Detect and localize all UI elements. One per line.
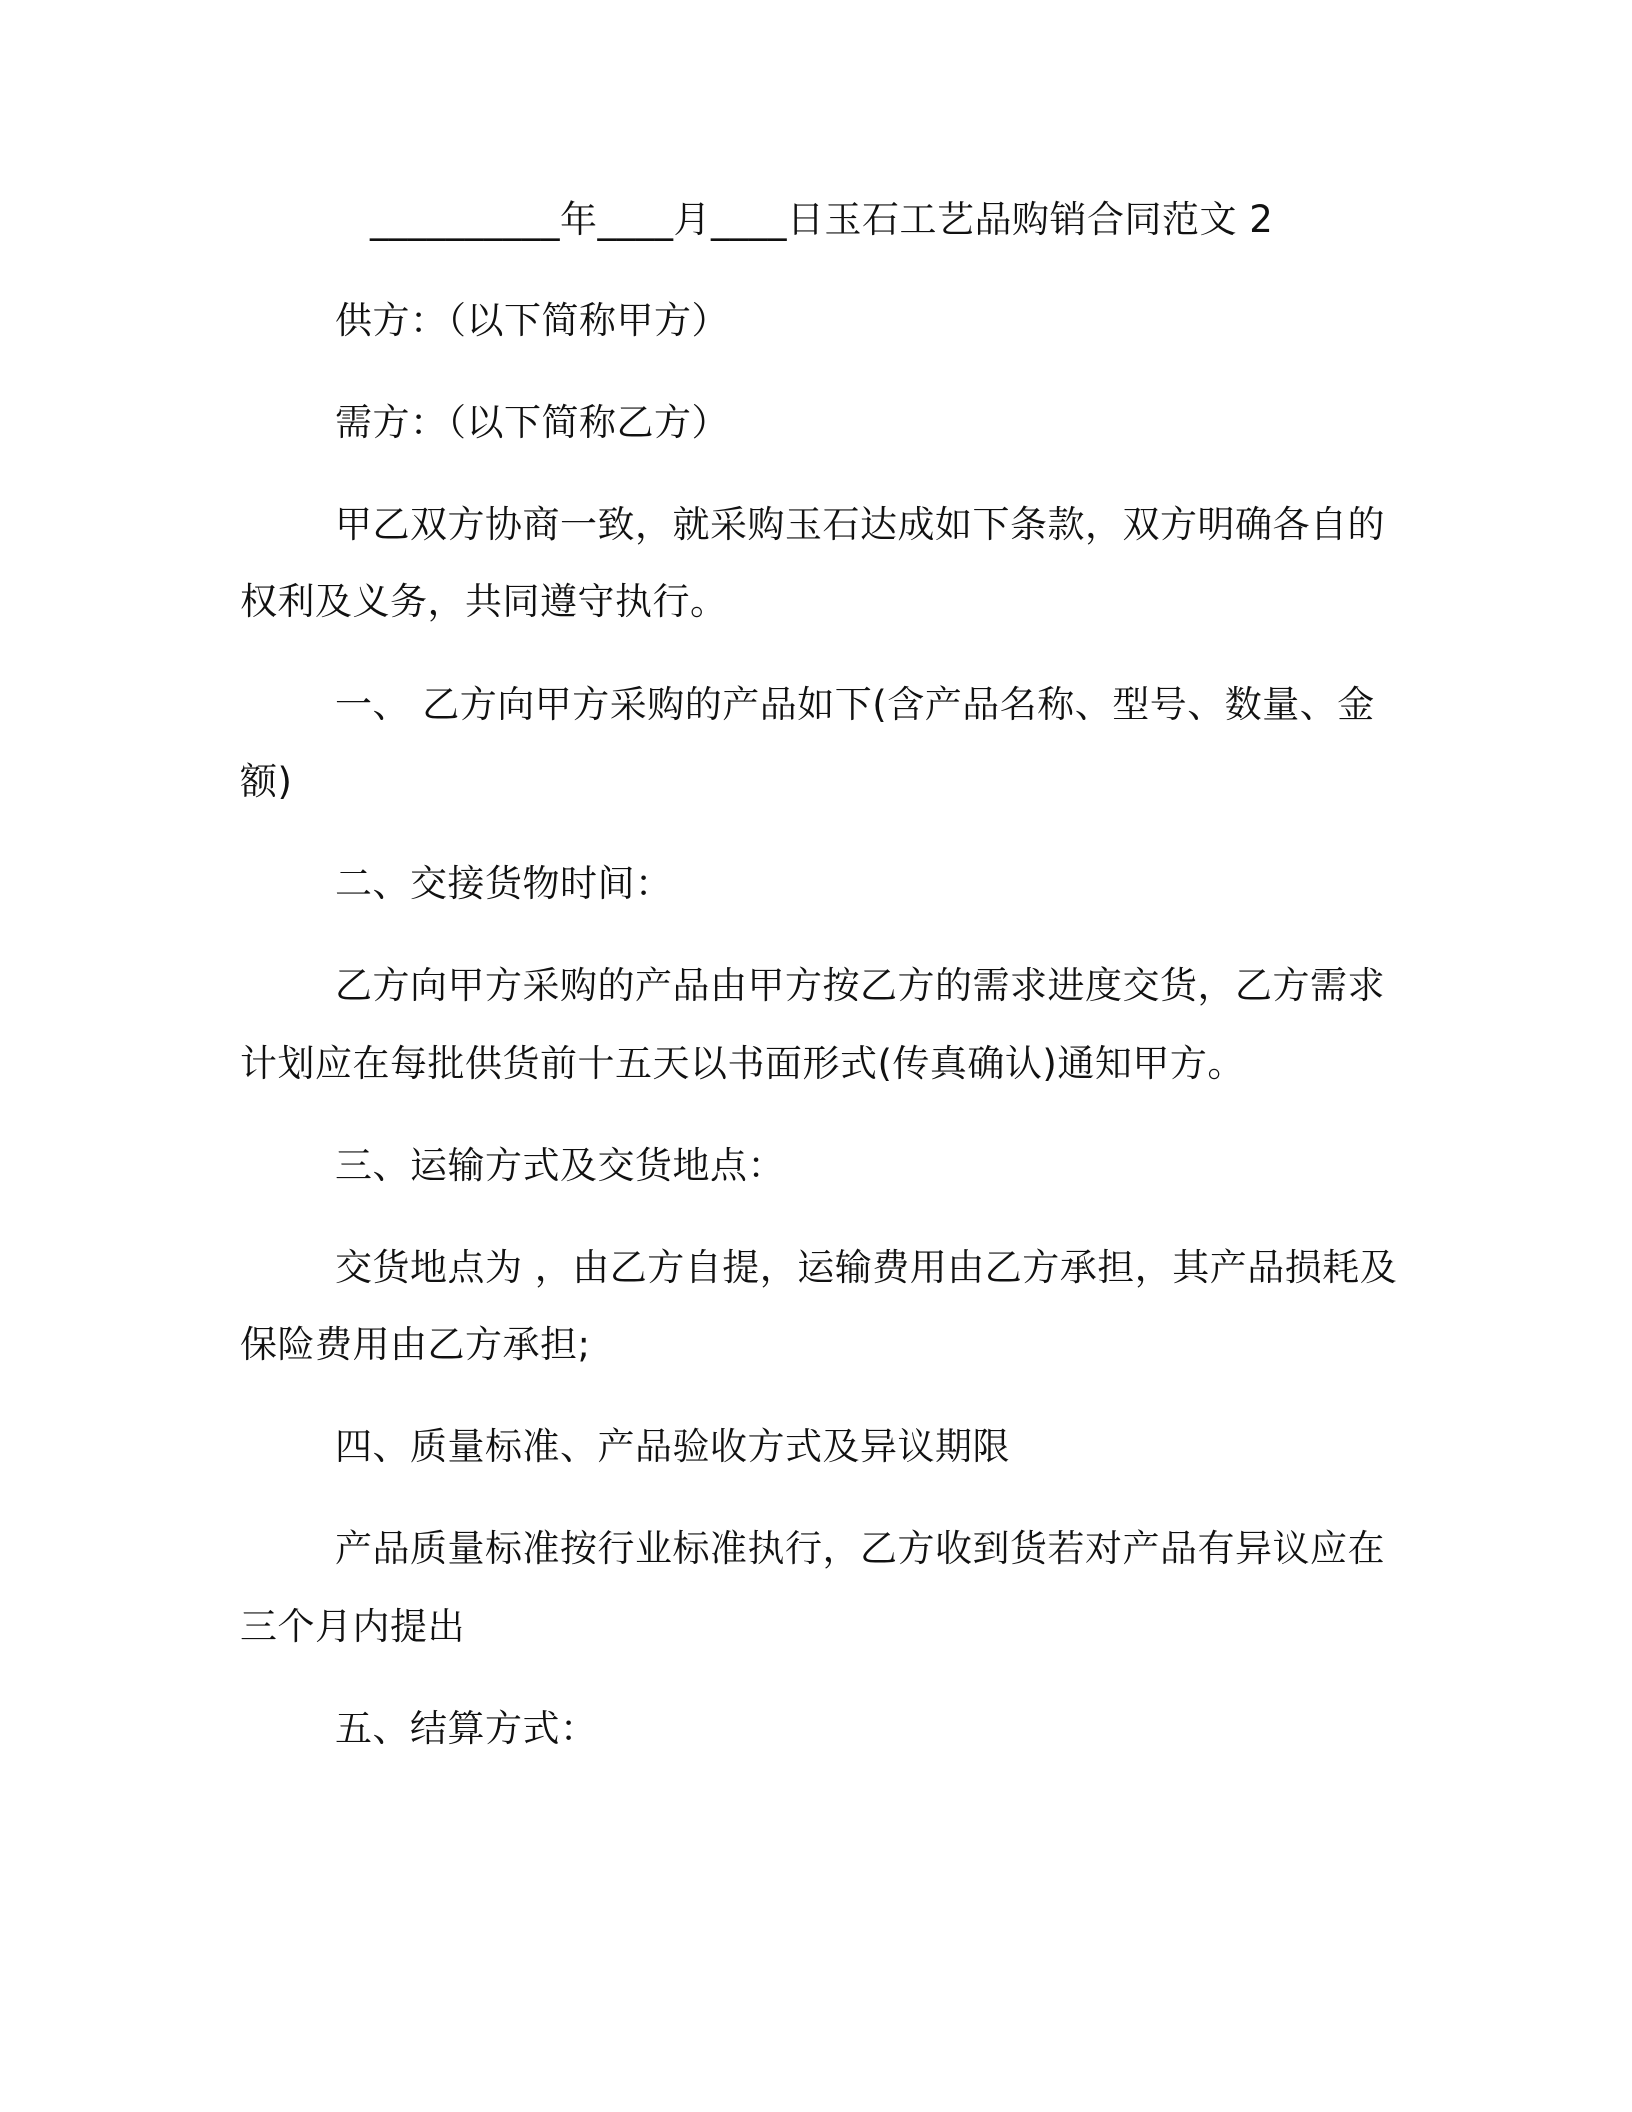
paragraph-line: 交货地点为 ，由乙方自提，运输费用由乙方承担，其产品损耗及 — [335, 1246, 1398, 1289]
paragraph-line: 权利及义务，共同遵守执行。 — [240, 580, 728, 623]
paragraph-line: 产品质量标准按行业标准执行，乙方收到货若对产品有异议应在 — [335, 1527, 1385, 1570]
supplier-line: 供方：（以下简称甲方） — [335, 299, 729, 342]
section-heading-5: 五、结算方式： — [335, 1707, 598, 1750]
paragraph-line: 保险费用由乙方承担; — [240, 1323, 591, 1366]
document-title: __________年____月____日玉石工艺品购销合同范文 2 — [370, 198, 1274, 241]
paragraph-line: 额) — [240, 760, 293, 803]
section-heading-2: 二、交接货物时间： — [335, 862, 673, 905]
paragraph-line: 三个月内提出 — [240, 1605, 465, 1648]
paragraph-line: 乙方向甲方采购的产品由甲方按乙方的需求进度交货，乙方需求 — [335, 964, 1385, 1007]
paragraph-line: 甲乙双方协商一致，就采购玉石达成如下条款，双方明确各自的 — [335, 503, 1385, 546]
section-heading-1: 一、 乙方向甲方采购的产品如下(含产品名称、型号、数量、金 — [335, 683, 1375, 726]
buyer-line: 需方：（以下简称乙方） — [335, 401, 729, 444]
section-heading-3: 三、运输方式及交货地点： — [335, 1144, 785, 1187]
section-heading-4: 四、质量标准、产品验收方式及异议期限 — [335, 1425, 1010, 1468]
paragraph-line: 计划应在每批供货前十五天以书面形式(传真确认)通知甲方。 — [240, 1042, 1245, 1085]
